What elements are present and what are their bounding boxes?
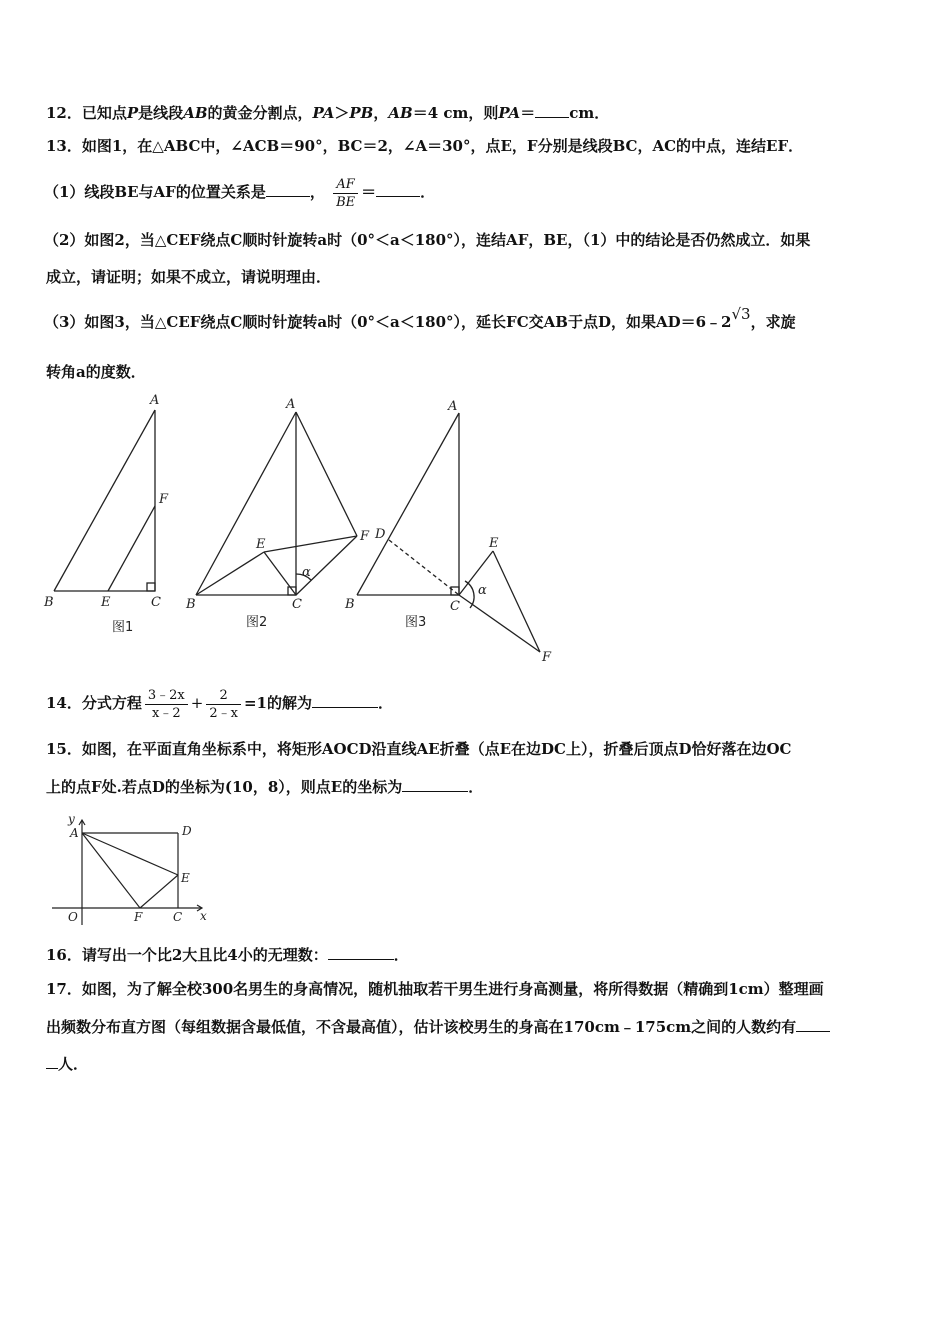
question-15-line-1 [46, 739, 792, 759]
q13-p1-blank-2[interactable] [376, 181, 420, 197]
q14-end: ． [377, 694, 393, 712]
question-13-part-1 [44, 172, 435, 212]
q13-p3-text: （3）如图3，当△CEF绕点C顺时针旋转a时（0°＜a＜180°），延长FC交AB于点D，如果AD＝6﹣2 [44, 313, 732, 331]
fraction-denominator: 2﹣x [209, 705, 238, 721]
label-x: x [200, 909, 207, 923]
q13-p3-text: ，求旋 [750, 313, 796, 331]
q15-answer-blank[interactable] [402, 776, 468, 792]
fig1-label-a: A [150, 393, 160, 408]
q15-text: 15．如图，在平面直角坐标系中，将矩形AOCD沿直线AE折叠（点E在边DC上），折叠后顶点D恰好落在边OC [46, 740, 792, 758]
figure-1 [54, 410, 155, 591]
fig2-side-ab [196, 412, 296, 595]
fig1-segment-ef [108, 506, 155, 591]
label-e: E [181, 871, 190, 885]
q12-var-pb: PB [349, 104, 374, 122]
q13-p3-text: 转角a的度数． [46, 363, 146, 381]
q15-figure [40, 806, 220, 936]
fig2-label-alpha: α [302, 565, 311, 580]
fig3-segment-ce [459, 551, 493, 595]
q13-p1-text: （1）线段BE与AF的位置关系是 [44, 183, 266, 201]
q13-p1-comma: ， [309, 183, 325, 201]
fig1-side-ab [54, 410, 155, 591]
q13-p1-blank-1[interactable] [266, 181, 310, 197]
q14-fraction-2 [206, 687, 241, 722]
q13-p2-text: 成立，请证明；如果不成立，请说明理由． [46, 268, 332, 286]
fig2-label-b: B [186, 597, 196, 612]
fig1-label-c: C [151, 595, 161, 610]
q16-end: ． [393, 946, 409, 964]
fig2-label-f: F [360, 529, 370, 544]
q12-text: ＝4 cm，则 [412, 104, 499, 122]
fig2-label-e: E [256, 537, 266, 552]
figure-2 [196, 412, 357, 595]
question-13-part-2-line-2 [46, 267, 331, 287]
label-y: y [68, 812, 75, 826]
q13-p1-eq: ＝ [361, 183, 377, 201]
q13-p1-end: ． [420, 183, 436, 201]
question-13-stem [46, 136, 803, 156]
fig3-label-e: E [489, 536, 499, 551]
question-15-line-2 [46, 776, 483, 797]
q12-answer-blank[interactable] [535, 102, 569, 118]
q13-p2-text: （2）如图2，当△CEF绕点C顺时针旋转a时（0°＜a＜180°），连结AF，BE，（1）中的结论是否仍然成立．如果 [44, 231, 811, 249]
q14-plus: + [190, 694, 204, 712]
fig3-label-alpha: α [478, 583, 487, 598]
q12-var-ab: AB [183, 104, 208, 122]
q13-stem-text: 如图1，在△ABC中，∠ACB＝90°，BC＝2，∠A＝30°，点E，F分别是线段BC，AC的中点，连结EF． [81, 137, 804, 155]
fig1-label-f: F [159, 492, 169, 507]
q14-text: =1的解为 [243, 694, 312, 712]
q14-answer-blank[interactable] [312, 692, 378, 708]
q12-text: cm． [569, 104, 610, 122]
question-17-line-1 [46, 979, 824, 999]
q15-end: ． [468, 778, 484, 796]
sqrt-three: √3 [731, 305, 751, 323]
fraction-numerator: 2 [206, 687, 241, 705]
fig3-segment-cf [459, 595, 540, 652]
q12-text: 是线段 [138, 104, 184, 122]
q13-fraction-af-be [333, 176, 358, 211]
fig1-caption: 图1 [112, 620, 134, 635]
fig2-label-a: A [286, 397, 296, 412]
fold-line-ae [82, 833, 178, 875]
q12-text: 的黄金分割点， [207, 104, 313, 122]
fig1-right-angle-mark [147, 583, 155, 591]
q13-number: 13． [46, 137, 82, 155]
fig2-segment-ec [264, 552, 296, 595]
fig3-side-ab [357, 413, 459, 595]
q14-fraction-1 [145, 687, 188, 722]
label-f: F [134, 910, 143, 924]
q12-gt: ＞ [334, 104, 350, 122]
q15-text: 上的点F处.若点D的坐标为(10，8），则点E的坐标为 [46, 778, 403, 796]
label-d: D [182, 824, 192, 838]
fig3-label-c: C [450, 599, 460, 614]
question-13-part-3-line-2 [46, 362, 146, 382]
question-13-part-3-line-1 [44, 305, 796, 332]
q12-eq: ＝ [520, 104, 536, 122]
fraction-numerator: AF [333, 176, 358, 194]
q17-text: 出频数分布直方图（每组数据含最低值，不含最高值），估计该校男生的身高在170cm﹣175cm之间的人数约有 [46, 1018, 797, 1036]
q13-figures [0, 390, 950, 670]
label-o: O [68, 910, 78, 924]
q12-var-pa: PA [312, 104, 335, 122]
q16-answer-blank[interactable] [328, 944, 394, 960]
q12-var-ab: AB [388, 104, 413, 122]
q12-text: 已知点 [81, 104, 127, 122]
question-14 [46, 683, 393, 723]
fig2-segment-be [196, 552, 264, 595]
q14-text: 14．分式方程 [46, 694, 142, 712]
q12-var-p: P [126, 104, 139, 122]
fraction-denominator: x﹣2 [152, 705, 181, 721]
fig3-label-f: F [542, 650, 552, 665]
q16-text: 16．请写出一个比2大且比4小的无理数： [46, 946, 328, 964]
segment-af [82, 833, 140, 908]
question-17-line-3 [46, 1053, 88, 1074]
question-16 [46, 944, 409, 965]
question-13-part-2-line-1 [44, 230, 810, 250]
q17-answer-blank-cont[interactable] [46, 1053, 58, 1069]
fig3-label-b: B [345, 597, 355, 612]
q17-text: 17．如图，为了解全校300名男生的身高情况，随机抽取若干男生进行身高测量，将所得数据（精确到1cm）整理画 [46, 980, 824, 998]
fig3-caption: 图3 [405, 615, 427, 630]
fig3-segment-ef [493, 551, 540, 652]
question-17-line-2 [46, 1016, 830, 1037]
fig2-caption: 图2 [246, 615, 268, 630]
fig3-label-a: A [448, 399, 458, 414]
question-12 [46, 102, 609, 123]
label-c: C [173, 910, 183, 924]
fig1-label-b: B [44, 595, 54, 610]
fraction-denominator: BE [336, 194, 356, 210]
fig3-label-d: D [375, 527, 386, 542]
segment-fe [140, 875, 178, 908]
fig1-label-e: E [101, 595, 111, 610]
q17-answer-blank[interactable] [796, 1016, 830, 1032]
q12-comma: ， [373, 104, 389, 122]
fig2-segment-af [296, 412, 357, 536]
fig3-dashed-dc [389, 540, 459, 595]
q12-number: 12． [46, 104, 82, 122]
q12-var-pa: PA [498, 104, 521, 122]
fig2-label-c: C [292, 597, 302, 612]
fraction-numerator: 3﹣2x [145, 687, 188, 705]
q17-text: 人． [58, 1055, 89, 1073]
label-a: A [70, 826, 79, 840]
